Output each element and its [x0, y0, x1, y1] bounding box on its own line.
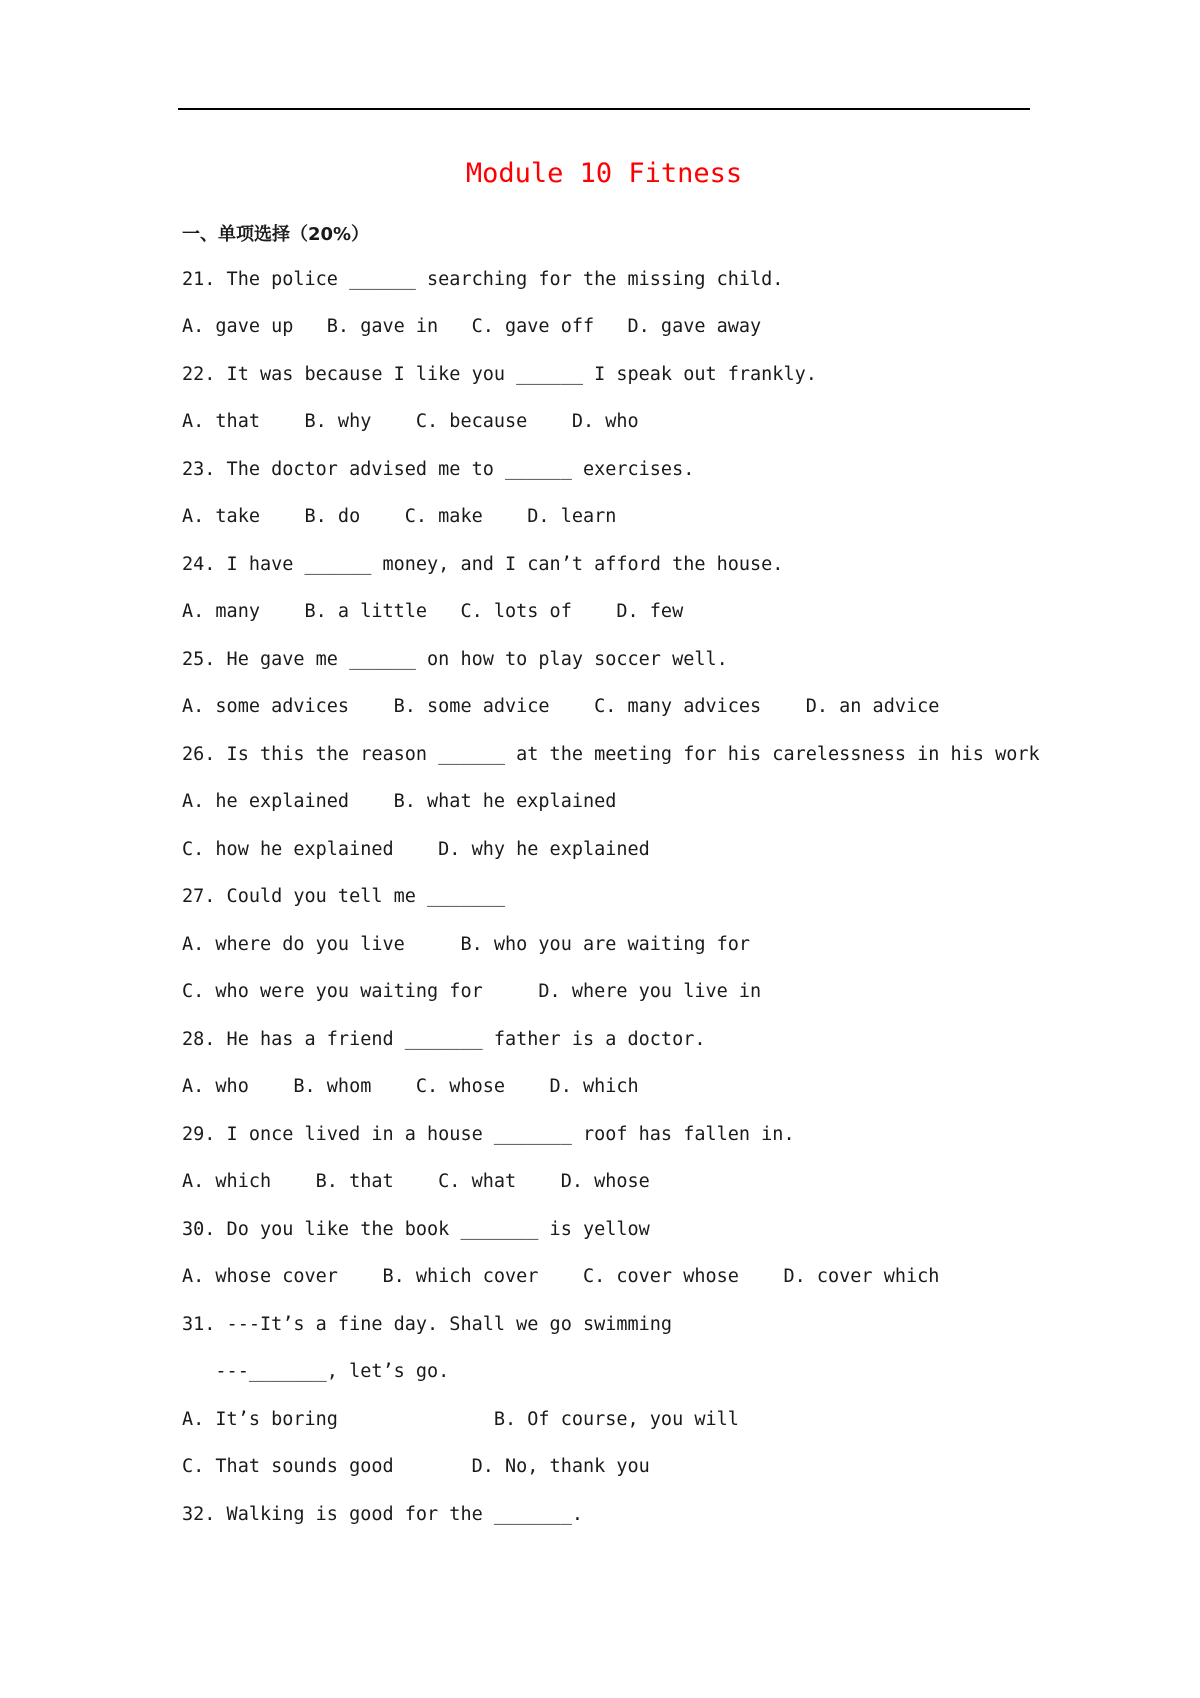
question-29: 29. I once lived in a house _______ roof has fallen in.: [182, 1124, 795, 1145]
options-27-cd: C. who were you waiting for D. where you live in: [182, 981, 762, 1002]
question-30: 30. Do you like the book _______ is yellow: [182, 1219, 650, 1240]
question-28: 28. He has a friend _______ father is a doctor.: [182, 1029, 706, 1050]
question-23: 23. The doctor advised me to ______ exercises.: [182, 459, 695, 480]
section-heading: 一、单项选择（20%）: [182, 224, 370, 245]
question-22: 22. It was because I like you ______ I speak out frankly.: [182, 364, 817, 385]
options-31-ab: A. It’s boring B. Of course, you will: [182, 1409, 739, 1430]
question-25: 25. He gave me ______ on how to play soccer well.: [182, 649, 728, 670]
question-26: 26. Is this the reason ______ at the meeting for his carelessness in his work: [182, 744, 1040, 765]
question-32: 32. Walking is good for the _______.: [182, 1504, 583, 1525]
question-31: 31. ---It’s a fine day. Shall we go swimming: [182, 1314, 673, 1335]
options-30: A. whose cover B. which cover C. cover whose D. cover which: [182, 1266, 940, 1287]
options-26-ab: A. he explained B. what he explained: [182, 791, 617, 812]
options-21: A. gave up B. gave in C. gave off D. gave away: [182, 316, 762, 337]
options-31-cd: C. That sounds good D. No, thank you: [182, 1456, 650, 1477]
header-rule: [178, 108, 1030, 110]
question-24: 24. I have ______ money, and I can’t afford the house.: [182, 554, 784, 575]
question-21: 21. The police ______ searching for the missing child.: [182, 269, 784, 290]
options-29: A. which B. that C. what D. whose: [182, 1171, 650, 1192]
options-23: A. take B. do C. make D. learn: [182, 506, 617, 527]
page-title: Module 10 Fitness: [465, 158, 743, 189]
options-26-cd: C. how he explained D. why he explained: [182, 839, 650, 860]
options-27-ab: A. where do you live B. who you are waiting for: [182, 934, 751, 955]
options-24: A. many B. a little C. lots of D. few: [182, 601, 684, 622]
question-27: 27. Could you tell me _______: [182, 886, 506, 907]
options-28: A. who B. whom C. whose D. which: [182, 1076, 639, 1097]
options-25: A. some advices B. some advice C. many advices D. an advice: [182, 696, 940, 717]
question-31-reply: ---_______, let’s go.: [182, 1361, 450, 1382]
options-22: A. that B. why C. because D. who: [182, 411, 639, 432]
